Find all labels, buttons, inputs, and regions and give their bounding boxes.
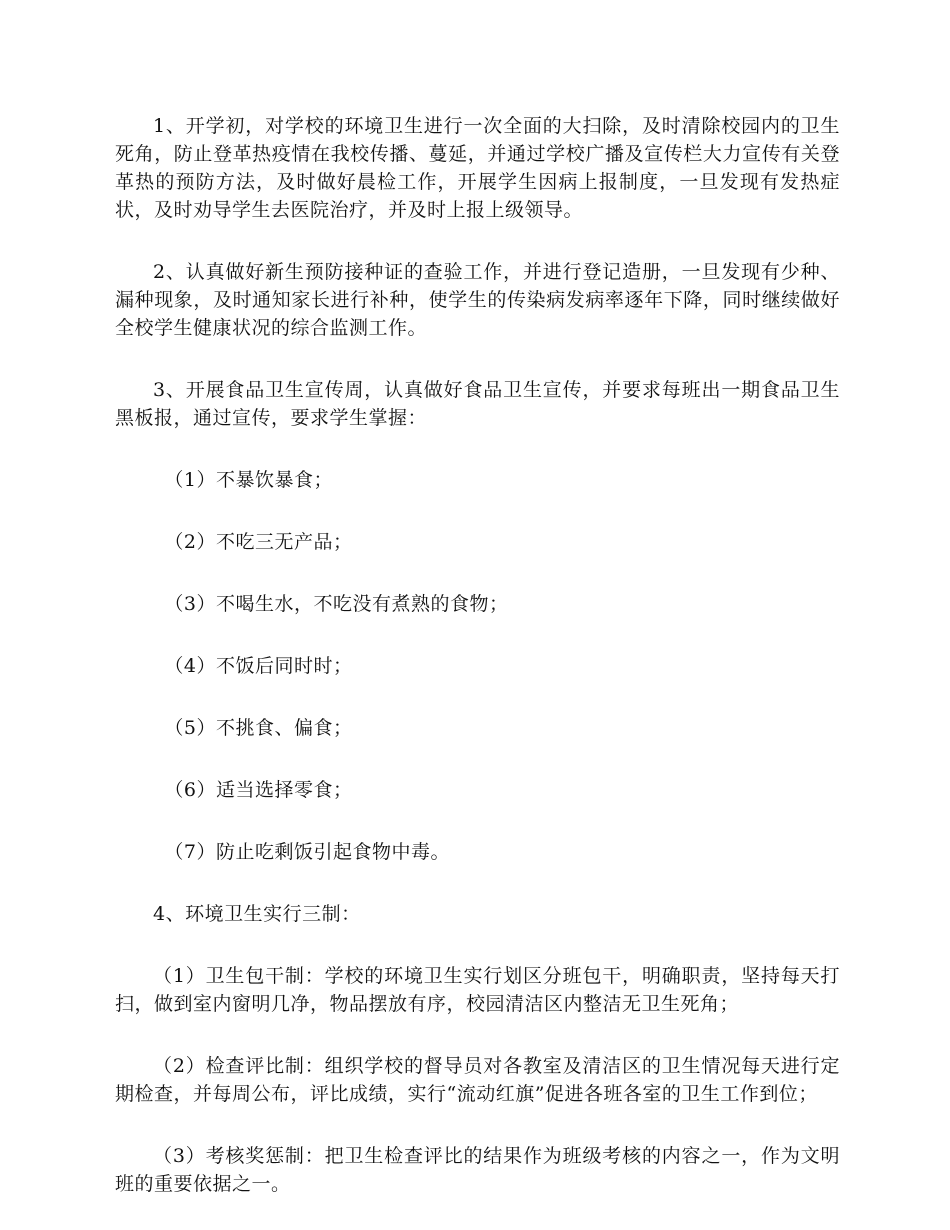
food-item-7: （7）防止吃剩饭引起食物中毒。 (164, 841, 450, 863)
document-body (115, 112, 840, 1198)
paragraph-4-2: （2）检查评比制：组织学校的督导员对各教室及清洁区的卫生情况每天进行定期检查，并每周公布，评比成绩，实行“流动红旗”促进各班各室的卫生工作到位； (115, 1055, 840, 1105)
food-item-2: （2）不吃三无产品； (164, 531, 353, 553)
paragraph-4: 4、环境卫生实行三制： (153, 903, 361, 925)
food-item-3: （3）不喝生水，不吃没有煮熟的食物； (164, 593, 509, 615)
paragraph-3: 3、开展食品卫生宣传周，认真做好食品卫生宣传，并要求每班出一期食品卫生黑板报，通过宣传，要求学生掌握： (115, 379, 840, 429)
food-item-4: （4）不饭后同时时； (164, 655, 353, 677)
food-item-5: （5）不挑食、偏食； (164, 717, 353, 739)
paragraph-4-3: （3）考核奖惩制：把卫生检查评比的结果作为班级考核的内容之一，作为文明班的重要依据之一。 (115, 1145, 840, 1195)
paragraph-4-1: （1）卫生包干制：学校的环境卫生实行划区分班包干，明确职责，坚持每天打扫，做到室内窗明几净，物品摆放有序，校园清洁区内整洁无卫生死角； (115, 965, 840, 1015)
paragraph-1: 1、开学初，对学校的环境卫生进行一次全面的大扫除，及时清除校园内的卫生死角，防止登革热疫情在我校传播、蔓延，并通过学校广播及宣传栏大力宣传有关登革热的预防方法，及时做好晨检工作，开展学生因病上报制度，一旦发现有发热症状，及时劝导学生去医院治疗，并及时上报上级领导。 (115, 115, 840, 221)
food-item-6: （6）适当选择零食； (164, 779, 353, 801)
paragraph-2: 2、认真做好新生预防接种证的查验工作，并进行登记造册，一旦发现有少种、漏种现象，及时通知家长进行补种，使学生的传染病发病率逐年下降，同时继续做好全校学生健康状况的综合监测工作。 (115, 261, 840, 339)
food-item-1: （1）不暴饮暴食； (164, 469, 333, 491)
